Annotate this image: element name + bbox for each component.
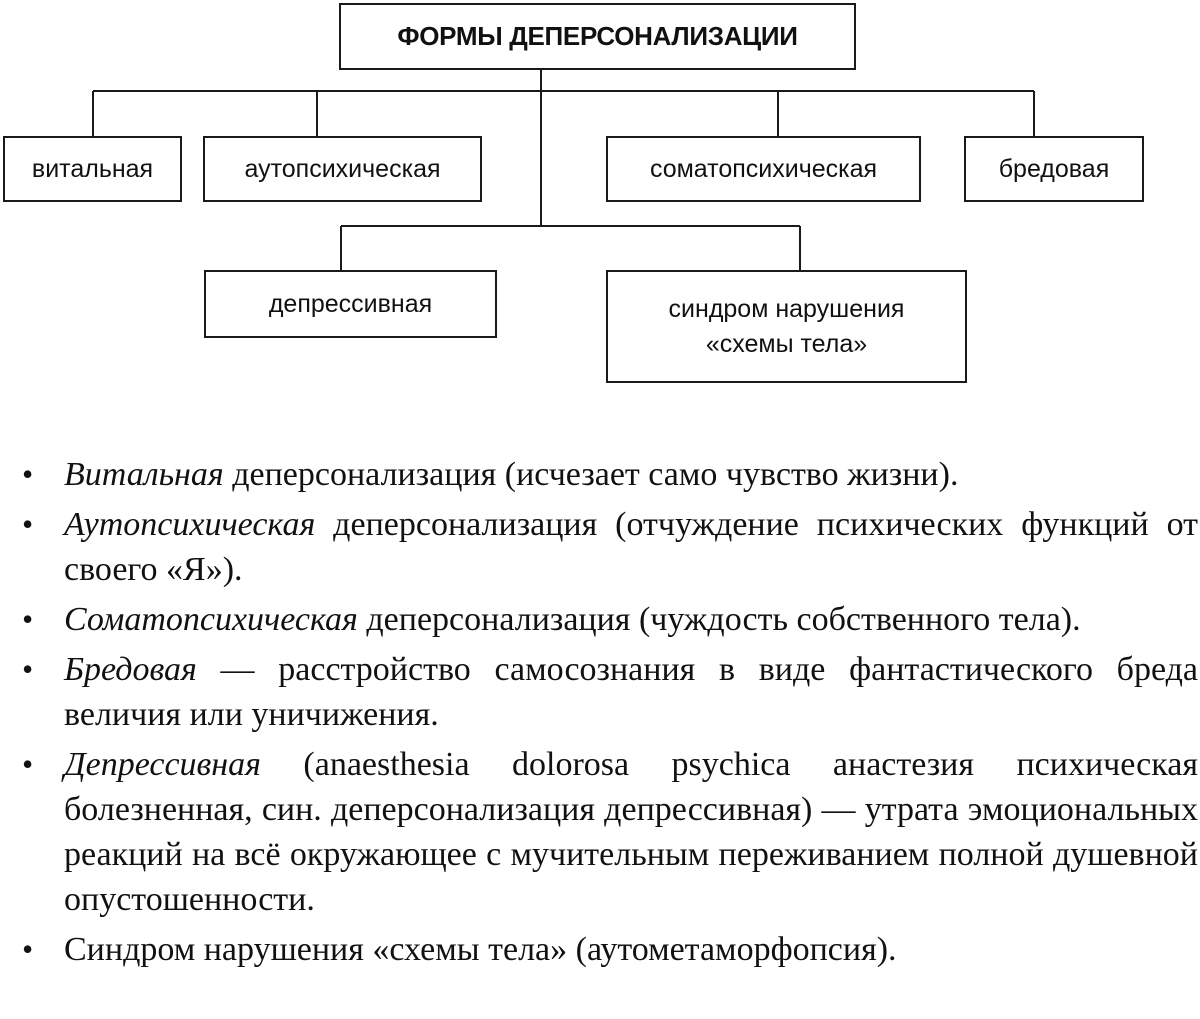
term-vital: Витальная [64, 456, 224, 493]
form-label-body-schema-line1: синдром нарушения [668, 294, 905, 323]
form-box-delusional [964, 136, 1144, 202]
form-label-delusional: бредовая [998, 154, 1110, 183]
form-label-vital: витальная [31, 154, 154, 183]
list-item-somatopsychic [0, 597, 1200, 642]
description-body-schema: Синдром нарушения «схемы тела» (аутометаморфопсия). [64, 931, 897, 968]
description-somatopsychic: деперсонализация (чуждость собственного тела). [357, 601, 1081, 638]
term-delusional: Бредовая [64, 651, 197, 688]
description-vital: деперсонализация (исчезает само чувство жизни). [223, 456, 959, 493]
forms-diagram [0, 0, 1200, 400]
form-label-autopsychic: аутопсихическая [244, 154, 441, 183]
form-label-body-schema-line2: «схемы тела» [705, 329, 868, 358]
list-item-depressive [0, 742, 1200, 922]
form-box-autopsychic [203, 136, 482, 202]
term-autopsychic: Аутопсихическая [64, 506, 316, 543]
description-autopsychic: деперсонализация (отчуждение психических функций от своего «Я»). [64, 506, 1198, 588]
term-somatopsychic: Соматопсихическая [64, 601, 358, 638]
descriptions-list [0, 452, 1200, 977]
list-item-vital [0, 452, 1200, 497]
description-delusional: — расстройство самосознания в виде фантастического бреда величия или уничижения. [64, 651, 1198, 733]
description-depressive: (anaesthesia dolorosa psychica анастезия психическая болезненная, син. деперсонализация депрессивная) — утрата эмоциональных реакций на всё окружающее с мучительным переживанием полной душевной опустошенности. [64, 746, 1198, 918]
list-item-body-schema [0, 927, 1200, 972]
diagram-title-box [339, 3, 856, 70]
form-box-body-schema [606, 270, 967, 383]
form-label-depressive: депрессивная [268, 289, 433, 318]
form-box-vital [3, 136, 182, 202]
form-label-somatopsychic: соматопсихическая [649, 154, 878, 183]
term-depressive: Депрессивная [64, 746, 261, 783]
list-item-autopsychic [0, 502, 1200, 592]
form-box-somatopsychic [606, 136, 921, 202]
diagram-title: ФОРМЫ ДЕПЕРСОНАЛИЗАЦИИ [397, 21, 798, 52]
form-box-depressive [204, 270, 497, 338]
list-item-delusional [0, 647, 1200, 737]
